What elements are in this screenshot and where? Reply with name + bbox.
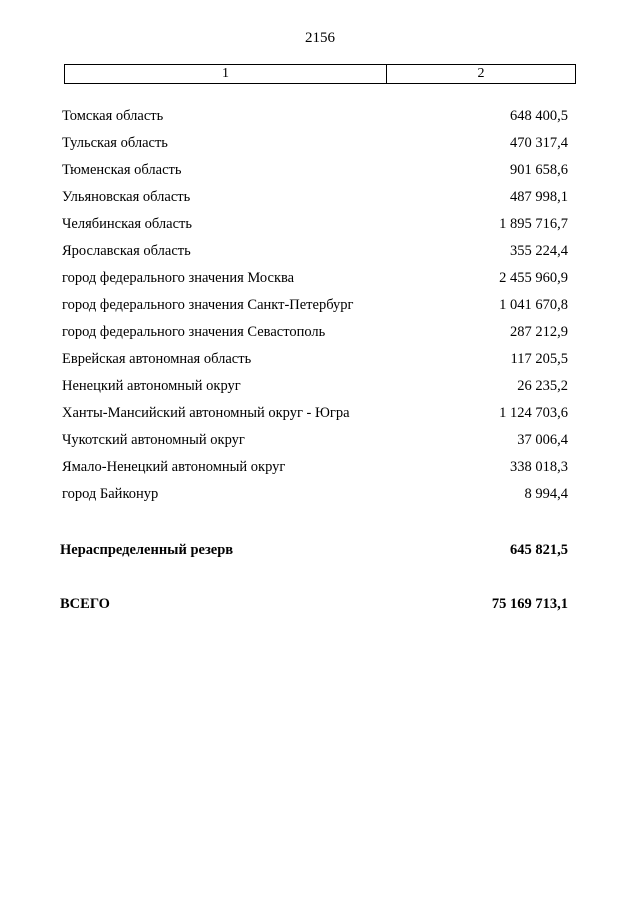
region-name: Тульская область	[62, 135, 168, 151]
region-name: Ханты-Мансийский автономный округ - Югра	[62, 405, 350, 421]
region-name: Тюменская область	[62, 162, 182, 178]
region-name: Еврейская автономная область	[62, 351, 252, 367]
region-value: 117 205,5	[510, 351, 568, 367]
table-row	[62, 432, 568, 459]
column-header-1: 1	[65, 65, 387, 83]
region-name: Томская область	[62, 108, 164, 124]
table-row	[62, 324, 568, 351]
region-name: город Байконур	[62, 486, 159, 502]
region-value: 2 455 960,9	[499, 270, 568, 286]
region-list	[62, 108, 568, 513]
table-row	[62, 270, 568, 297]
region-value: 487 998,1	[510, 189, 568, 205]
table-row	[62, 243, 568, 270]
region-value: 338 018,3	[510, 459, 568, 475]
column-header-2: 2	[477, 66, 485, 81]
total-label: ВСЕГО	[60, 596, 110, 612]
page-number: 2156	[305, 30, 335, 46]
region-name: Ямало-Ненецкий автономный округ	[62, 459, 286, 475]
region-name: Ульяновская область	[62, 189, 191, 205]
region-value: 8 994,4	[524, 486, 568, 502]
reserve-row	[60, 542, 568, 559]
region-name: город федерального значения Севастополь	[62, 324, 326, 340]
reserve-label: Нераспределенный резерв	[60, 542, 234, 558]
total-row	[60, 596, 568, 613]
table-row	[62, 108, 568, 135]
region-name: Чукотский автономный округ	[62, 432, 245, 448]
table-header	[64, 64, 576, 84]
table-row	[62, 351, 568, 378]
reserve-value: 645 821,5	[510, 542, 568, 558]
table-row	[62, 162, 568, 189]
table-row	[62, 378, 568, 405]
region-name: город федерального значения Санкт-Петербург	[62, 297, 354, 313]
table-row	[62, 189, 568, 216]
table-row	[62, 135, 568, 162]
region-value: 355 224,4	[510, 243, 568, 259]
region-value: 287 212,9	[510, 324, 568, 340]
region-value: 901 658,6	[510, 162, 568, 178]
table-row	[62, 297, 568, 324]
region-name: город федерального значения Москва	[62, 270, 295, 286]
region-value: 1 041 670,8	[499, 297, 568, 313]
region-value: 26 235,2	[517, 378, 568, 394]
region-value: 1 895 716,7	[499, 216, 568, 232]
total-value: 75 169 713,1	[491, 596, 568, 612]
table-row	[62, 405, 568, 432]
table-row	[62, 486, 568, 513]
table-row	[62, 459, 568, 486]
region-name: Ненецкий автономный округ	[62, 378, 241, 394]
region-value: 37 006,4	[517, 432, 568, 448]
region-value: 470 317,4	[510, 135, 568, 151]
region-name: Челябинская область	[62, 216, 192, 232]
region-name: Ярославская область	[62, 243, 191, 259]
region-value: 1 124 703,6	[499, 405, 568, 421]
table-row	[62, 216, 568, 243]
region-value: 648 400,5	[510, 108, 568, 124]
